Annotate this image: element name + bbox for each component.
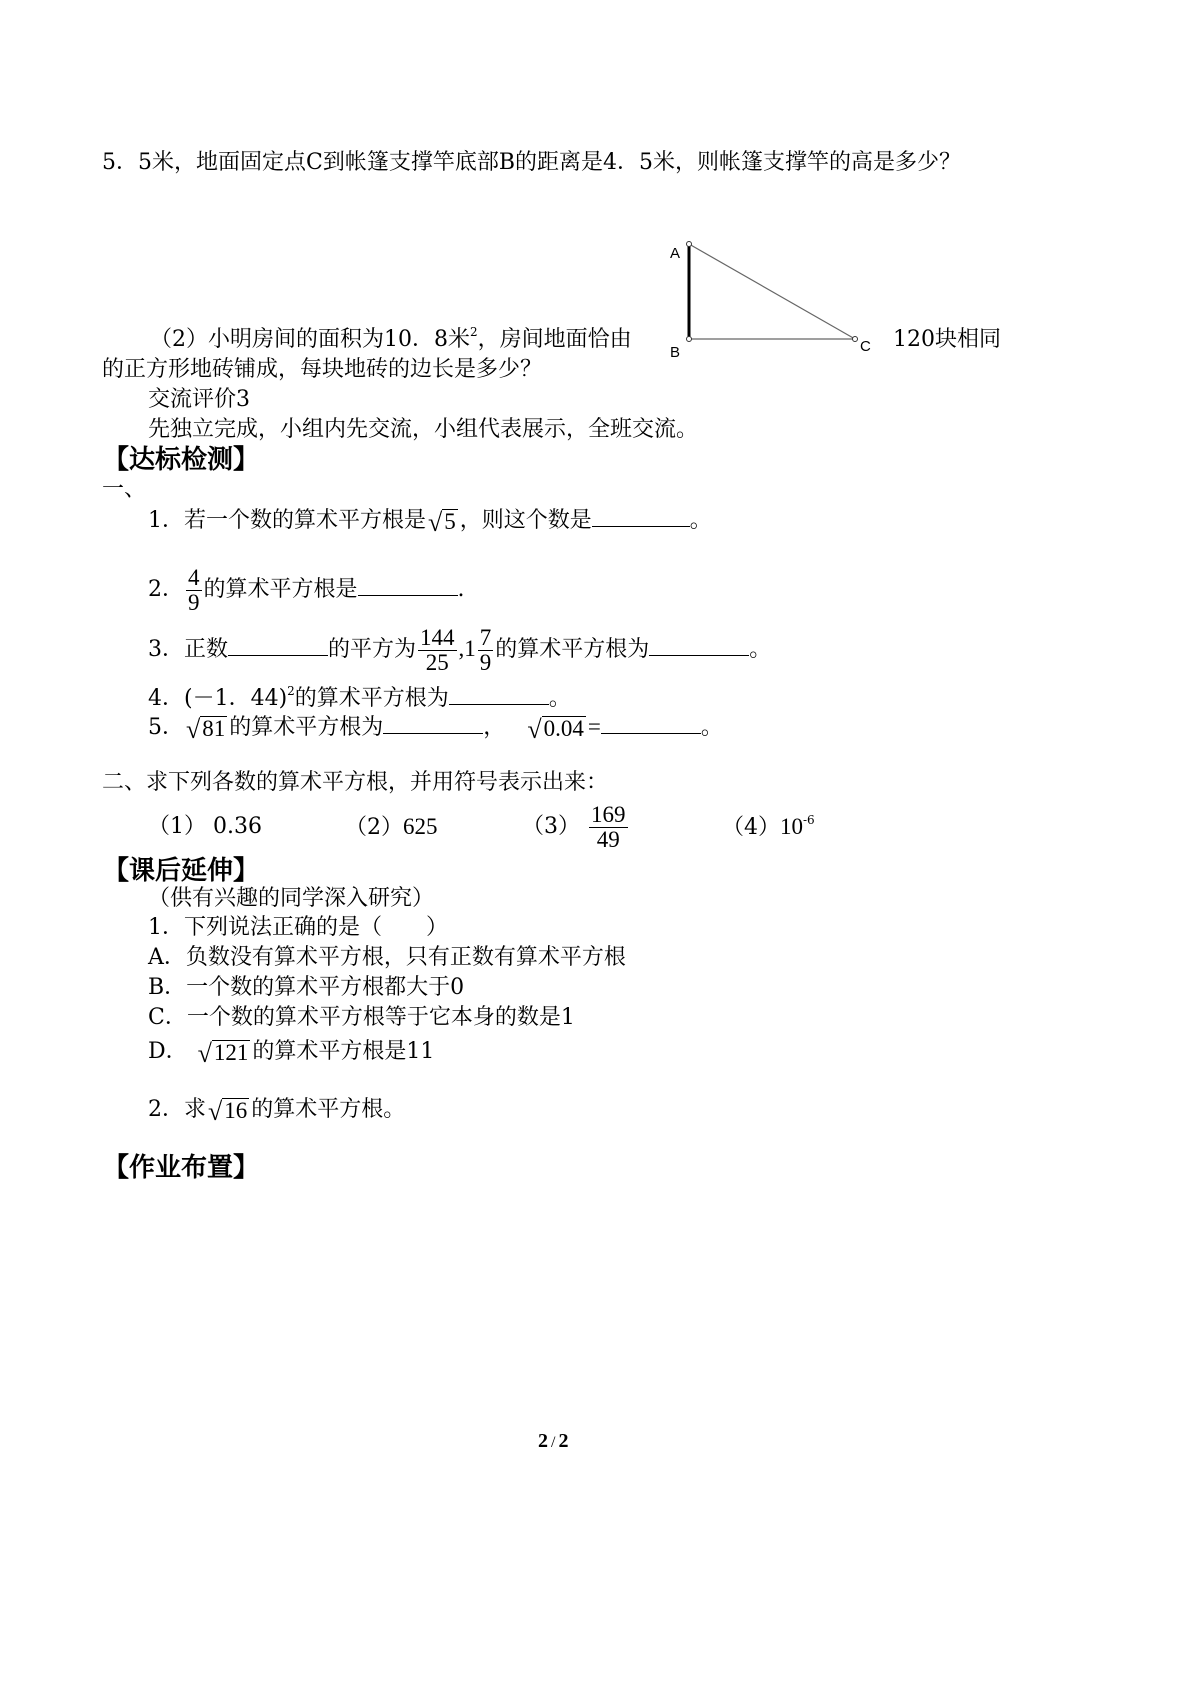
part2-item-2: （2）625 [345,814,438,840]
sqrt-expression: √ 16 [208,1097,248,1126]
extension-note: （供有兴趣的同学深入研究） [148,886,435,911]
eval-text: 先独立完成，小组内先交流，小组代表展示，全班交流。 [148,417,699,442]
option-a: A．负数没有算术平方根，只有正数有算术平方根 [148,945,626,970]
page-number: 2 / 2 [538,1430,569,1452]
sqrt-expression: √ 121 [197,1039,249,1068]
q2-tail: 120块相同 [893,327,1001,352]
part2-item-4: $(4)10^{-6}$ [722,813,815,840]
problem-5: 5． √ 81 的算术平方根为 ， √ 0.04 = 。 [148,714,723,744]
answer-blank [592,506,690,527]
eval-title: 交流评价3 [148,387,250,412]
problem-2: 2． $\frac{4}{9}$ 的算术平方根是 . [148,564,465,615]
section-heading-check: 【达标检测】 [103,445,260,475]
part2-item-1: （1） 0.36 [148,814,262,839]
vertex-b-label: B [670,344,681,361]
problem-3: 3．正数 的平方为 $\frac{144}{25}$ ,1 $\frac{7}{9}$ 的算术平方根为 。 [148,624,772,675]
problem-4: 4．(－1．44)$^2$的算术平方根为 。 [148,684,571,711]
answer-blank [358,575,458,596]
q2-line2: 的正方形地砖铺成，每块地砖的边长是多少？ [102,357,543,382]
answer-blank [449,684,549,705]
intro-line: 5．5米，地面固定点C到帐篷支撑竿底部B的距离是4．5米，则帐篷支撑竿的高是多少？ [102,150,961,175]
answer-blank [228,635,328,656]
vertex-c-label: C [860,338,871,355]
problem-1: 1．若一个数的算术平方根是 √ 5 ，则这个数是 。 [148,508,712,537]
part2-item-3: （3） $\frac{169}{49}$ [522,801,626,852]
answer-blank [649,635,749,656]
sqrt-expression: √ 81 [186,715,226,744]
extension-question-2: 2．求 √ 16 的算术平方根。 [148,1097,406,1126]
answer-blank [383,713,483,734]
option-d: D． √ 121 的算术平方根是11 [148,1039,435,1068]
sqrt-expression: √ 0.04 [527,715,584,744]
section-heading-homework: 【作业布置】 [103,1153,260,1183]
fraction: $\frac{169}{49}$ [591,801,626,852]
part2-title: 二、求下列各数的算术平方根，并用符号表示出来： [102,770,609,795]
option-c: C．一个数的算术平方根等于它本身的数是1 [148,1005,575,1030]
section-heading-extension: 【课后延伸】 [103,856,260,886]
option-b: B．一个数的算术平方根都大于0 [148,975,465,1000]
fraction: $\frac{144}{25}$ [420,624,455,675]
sqrt-expression: √ 5 [428,508,456,537]
fraction: $\frac{4}{9}$ [188,564,200,615]
triangle-figure [660,232,890,364]
extension-question-1: 1．下列说法正确的是（ ） [148,915,448,940]
part1-label: 一、 [102,477,147,502]
q2-line1: （2）小明房间的面积为10．8米$^2$，房间地面恰由 [150,325,632,352]
fraction: $\frac{7}{9}$ [479,624,492,675]
answer-blank [601,713,701,734]
vertex-a-label: A [670,245,681,262]
